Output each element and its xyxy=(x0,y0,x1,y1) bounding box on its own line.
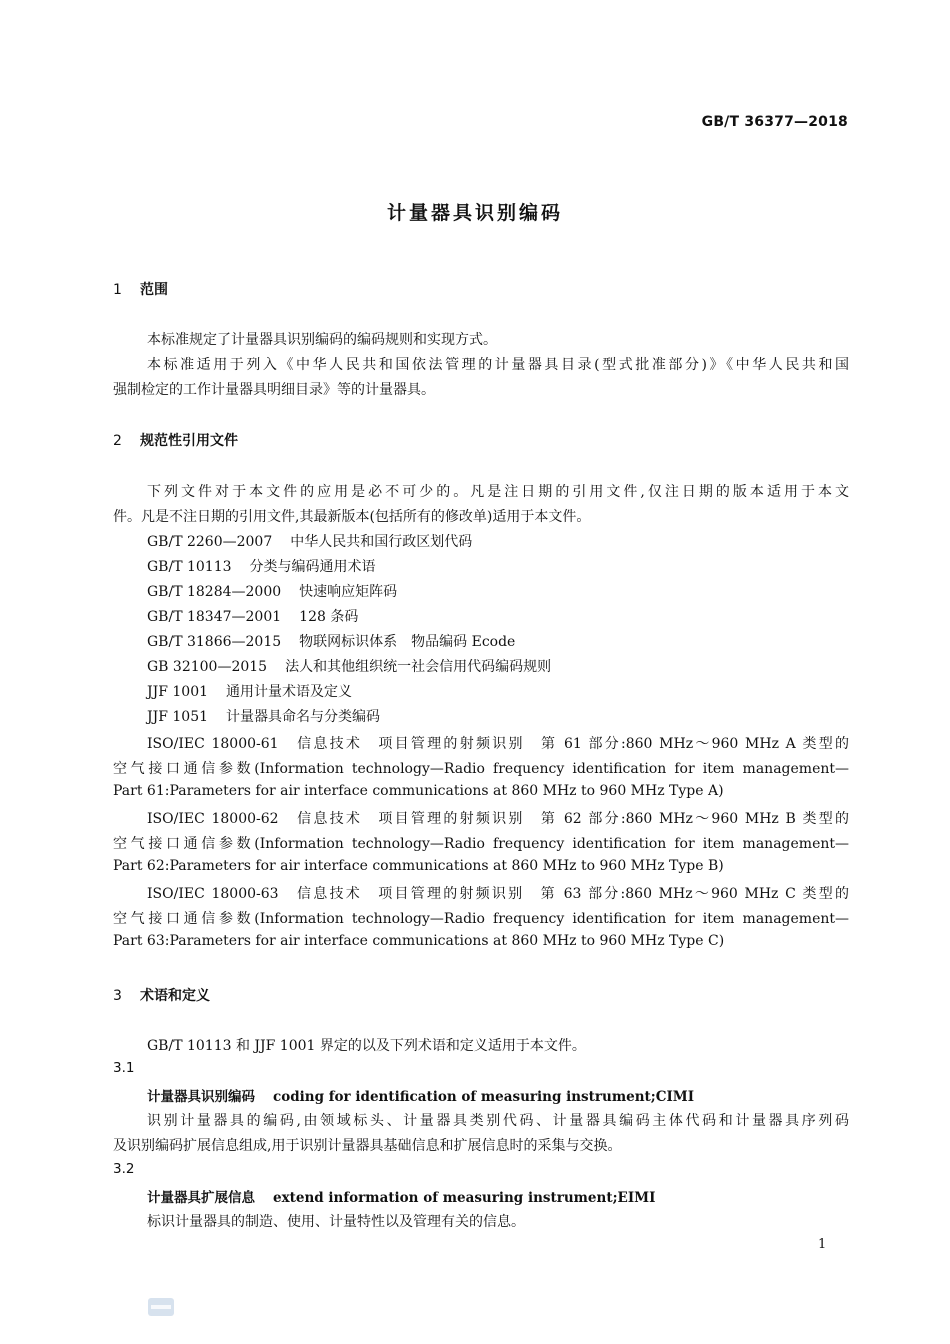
term-entry xyxy=(147,1186,655,1206)
page-number: 1 xyxy=(818,1237,827,1252)
refs-intro-line-1: 下列文件对于本文件的应用是必不可少的。凡是注日期的引用文件,仅注日期的版本适用于本文 xyxy=(147,484,849,500)
term-english: extend information of measuring instrument;EIMI xyxy=(273,1190,656,1206)
ref-code: GB/T 18284—2000 xyxy=(147,584,282,600)
section-3-heading xyxy=(113,985,210,1005)
iso-ref-1-line-3: Part 61:Parameters for air interface communications at 860 MHz to 960 MHz Type A) xyxy=(113,783,724,799)
document-title: 计量器具识别编码 xyxy=(386,202,563,224)
term-number: 3.1 xyxy=(113,1060,135,1076)
iso-ref-3-line-3: Part 63:Parameters for air interface communications at 860 MHz to 960 MHz Type C) xyxy=(113,933,725,949)
iso-ref-1-line-1: ISO/IEC 18000-61 信息技术 项目管理的射频识别 第 61 部分:860 MHz～960 MHz A 类型的 xyxy=(147,736,849,752)
section-title: 规范性引用文件 xyxy=(140,433,238,449)
standard-code: GB/T 36377—2018 xyxy=(701,114,848,130)
sac-logo-icon xyxy=(148,1298,174,1316)
scope-paragraph-2-line-1: 本标准适用于列入《中华人民共和国依法管理的计量器具目录(型式批准部分)》《中华人民共和国 xyxy=(147,357,849,373)
ref-item xyxy=(147,681,352,701)
iso-ref-1-line-2: 空气接口通信参数(Information technology—Radio frequency identification for item management— xyxy=(113,761,849,777)
ref-title: 快速响应矩阵码 xyxy=(299,584,398,600)
ref-item xyxy=(147,631,515,651)
scope-paragraph-1: 本标准规定了计量器具识别编码的编码规则和实现方式。 xyxy=(147,332,497,348)
term-chinese: 计量器具扩展信息 xyxy=(147,1190,255,1206)
iso-ref-2-line-1: ISO/IEC 18000-62 信息技术 项目管理的射频识别 第 62 部分:860 MHz～960 MHz B 类型的 xyxy=(147,811,849,827)
section-number: 1 xyxy=(113,282,122,298)
term-entry xyxy=(147,1085,694,1105)
refs-intro-line-2: 件。凡是不注日期的引用文件,其最新版本(包括所有的修改单)适用于本文件。 xyxy=(113,509,591,525)
term-definition-line-2: 及识别编码扩展信息组成,用于识别计量器具基础信息和扩展信息时的采集与交换。 xyxy=(113,1138,622,1154)
ref-item xyxy=(147,581,397,601)
ref-code: GB/T 31866—2015 xyxy=(147,634,282,650)
ref-code: GB 32100—2015 xyxy=(147,659,268,675)
section-number: 2 xyxy=(113,433,122,449)
ref-title: 物联网标识体系 物品编码 Ecode xyxy=(299,634,516,650)
ref-item xyxy=(147,606,358,626)
ref-title: 计量器具命名与分类编码 xyxy=(226,709,381,725)
ref-code: JJF 1001 xyxy=(147,684,209,700)
section-title: 术语和定义 xyxy=(140,988,210,1004)
section-2-heading xyxy=(113,430,238,450)
section-number: 3 xyxy=(113,988,122,1004)
term-definition-line-1: 识别计量器具的编码,由领域标头、计量器具类别代码、计量器具编码主体代码和计量器具序列码 xyxy=(147,1113,849,1129)
scope-paragraph-2-line-2: 强制检定的工作计量器具明细目录》等的计量器具。 xyxy=(113,382,435,398)
iso-ref-3-line-1: ISO/IEC 18000-63 信息技术 项目管理的射频识别 第 63 部分:860 MHz～960 MHz C 类型的 xyxy=(147,886,849,902)
terms-intro: GB/T 10113 和 JJF 1001 界定的以及下列术语和定义适用于本文件。 xyxy=(147,1038,586,1054)
ref-item xyxy=(147,656,551,676)
iso-ref-3-line-2: 空气接口通信参数(Information technology—Radio frequency identification for item management— xyxy=(113,911,849,927)
ref-code: JJF 1051 xyxy=(147,709,209,725)
ref-title: 通用计量术语及定义 xyxy=(226,684,353,700)
term-chinese: 计量器具识别编码 xyxy=(147,1089,255,1105)
section-1-heading xyxy=(113,279,168,299)
ref-item xyxy=(147,556,376,576)
ref-code: GB/T 2260—2007 xyxy=(147,534,273,550)
term-definition-line-1: 标识计量器具的制造、使用、计量特性以及管理有关的信息。 xyxy=(147,1214,525,1230)
ref-item xyxy=(147,706,380,726)
ref-code: GB/T 10113 xyxy=(147,559,232,575)
iso-ref-2-line-2: 空气接口通信参数(Information technology—Radio frequency identification for item management— xyxy=(113,836,849,852)
iso-ref-2-line-3: Part 62:Parameters for air interface communications at 860 MHz to 960 MHz Type B) xyxy=(113,858,724,874)
section-title: 范围 xyxy=(140,282,168,298)
ref-title: 法人和其他组织统一社会信用代码编码规则 xyxy=(285,659,552,675)
ref-title: 128 条码 xyxy=(299,609,359,625)
ref-title: 分类与编码通用术语 xyxy=(249,559,376,575)
term-number: 3.2 xyxy=(113,1161,135,1177)
term-english: coding for identification of measuring instrument;CIMI xyxy=(273,1089,695,1105)
ref-item xyxy=(147,531,472,551)
ref-code: GB/T 18347—2001 xyxy=(147,609,282,625)
ref-title: 中华人民共和国行政区划代码 xyxy=(290,534,473,550)
